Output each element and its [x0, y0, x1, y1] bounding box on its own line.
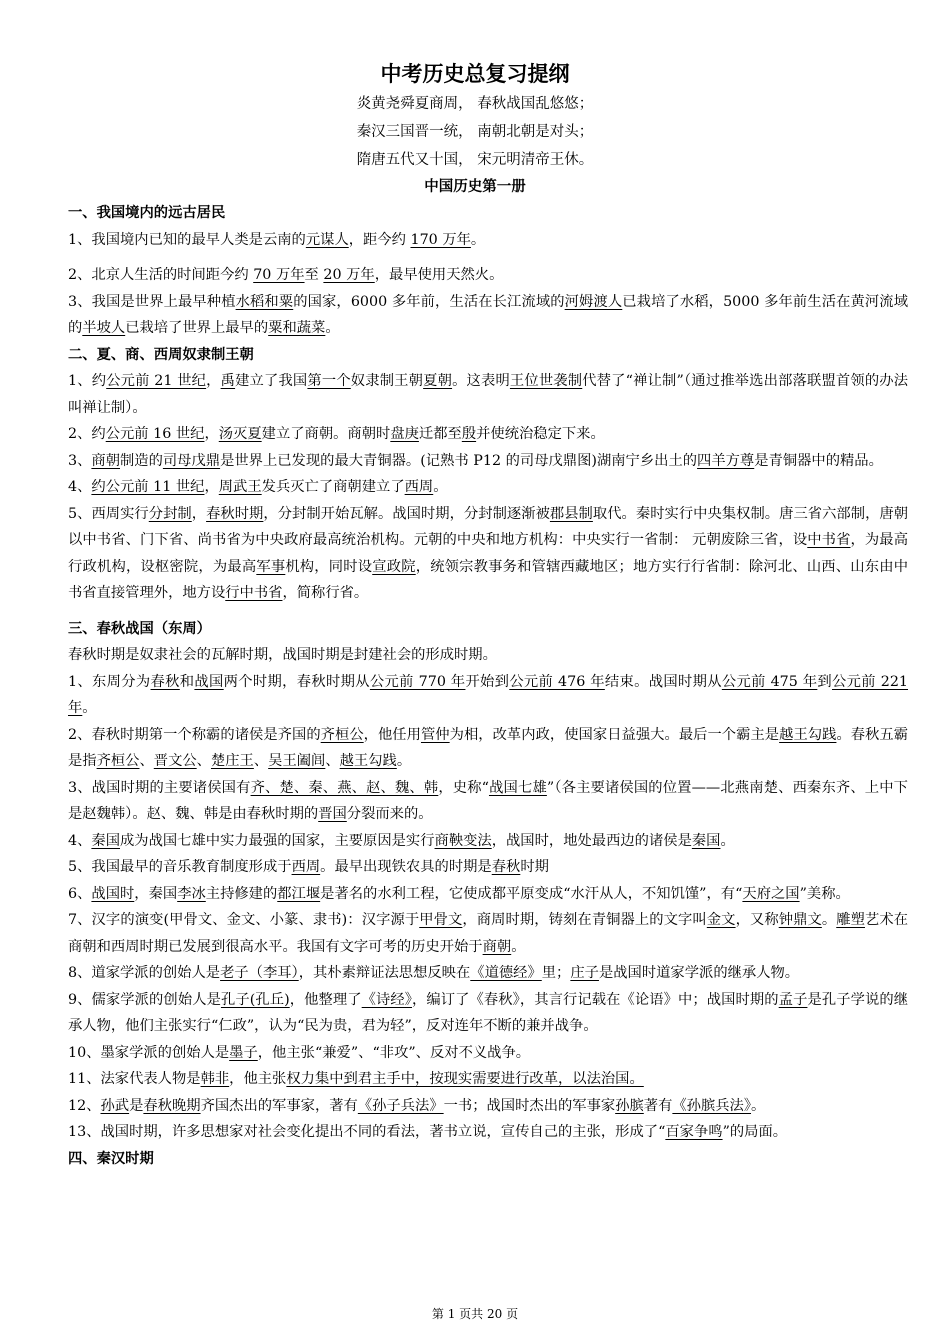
- book-subtitle: 中国历史第一册: [424, 179, 526, 195]
- text-run: ”的局面。: [722, 1124, 788, 1140]
- underlined-term: 孟子: [778, 991, 808, 1008]
- underlined-term: 孙武: [100, 1097, 130, 1114]
- underlined-term: 170 万年: [410, 231, 471, 248]
- underlined-term: 殷: [461, 426, 477, 442]
- text-run: ，编订了《春秋》，其言行记载在《论语》中；战国时期的: [412, 991, 779, 1008]
- text-run: 结束。战国时期从: [604, 673, 722, 690]
- underlined-term: 春秋时期: [206, 505, 264, 522]
- text-run: 2、约: [68, 426, 106, 442]
- poem-line: 炎黄尧舜夏商周， 春秋战国乱悠悠；: [356, 96, 594, 112]
- text-run: 。这表明: [452, 373, 510, 389]
- text-run: 四、秦汉时期: [68, 1150, 154, 1167]
- text-run: 。: [82, 700, 97, 716]
- text-run: 代替了“禅让制”（通过推举选出部落联盟首领的办法叫禅让制）。: [68, 373, 909, 416]
- paragraph: [68, 722, 908, 775]
- text-run: ，统领宗教事务和管辖西藏地区；地方实行行省制：除河北、山西、山东由中书省直接管理外，地方设: [68, 558, 909, 601]
- text-run: 。: [720, 832, 735, 849]
- paragraph: [68, 669, 908, 722]
- text-run: ，: [204, 426, 219, 442]
- text-run: 。: [433, 479, 448, 495]
- underlined-term: 金文: [706, 912, 736, 928]
- text-run: ”（各主要诸侯国的位置——北燕南楚、西秦东齐、上中下是赵魏韩）。赵、魏、韩是由春秋时期的: [68, 779, 908, 822]
- text-run: 10、墨家学派的创始人是: [68, 1044, 230, 1061]
- underlined-term: 晋国: [318, 806, 347, 822]
- text-run: 至: [304, 267, 324, 283]
- text-run: 。春秋五霸是指: [68, 726, 909, 769]
- underlined-term: 公元前 21 世纪: [106, 373, 207, 389]
- underlined-term: 公元前 221 年: [68, 673, 909, 716]
- underlined-term: 约公元前 11 世纪: [91, 479, 205, 495]
- text-run: ，史称“: [438, 779, 489, 796]
- paragraph: [68, 642, 908, 669]
- section-spacer: [68, 253, 908, 262]
- underlined-term: 《诗经》: [361, 991, 413, 1008]
- underlined-term: 王位世袭制: [509, 373, 583, 389]
- text-run: 1、东周分为: [68, 673, 151, 690]
- paragraph: [68, 421, 908, 448]
- underlined-term: 孙膑: [615, 1097, 644, 1114]
- text-run: 取代。秦时实行中央集权制。唐三省六部制，唐朝以中书省、门下省、尚书省为中央政府最高统治机构。元朝的中央和地方机构：中央实行一省制： 元朝废除三省，设: [68, 505, 909, 548]
- underlined-term: 周武王: [218, 479, 262, 495]
- underlined-term: 商朝: [482, 938, 512, 955]
- underlined-term: 分封制: [148, 505, 192, 522]
- paragraph: [68, 987, 908, 1040]
- underlined-term: 郡县制: [549, 505, 593, 522]
- underlined-term: 20 万年: [323, 267, 375, 283]
- text-run: 13、战国时期，许多思想家对社会变化提出不同的看法，著书立说，宣传自己的主张，形成了“: [68, 1124, 666, 1140]
- section-heading: [68, 342, 908, 369]
- underlined-term: 第一个: [307, 373, 351, 389]
- text-run: 已栽培了水稻，5000 多年前生活在黄河流域的: [68, 293, 908, 336]
- text-run: 发兵灭亡了商朝建立了: [261, 479, 405, 495]
- underlined-term: 四羊方尊: [697, 452, 755, 469]
- section-heading: [68, 1146, 908, 1173]
- text-run: 5、西周实行: [68, 505, 149, 522]
- paragraph: [68, 881, 908, 908]
- document-body: [68, 200, 908, 1172]
- section-heading: [68, 200, 908, 227]
- text-run: 时期: [520, 859, 549, 875]
- underlined-term: 天府之国: [742, 885, 800, 902]
- underlined-term: 中书省: [807, 532, 851, 548]
- paragraph: [68, 960, 908, 987]
- text-run: 2、北京人生活的时间距今约: [68, 267, 254, 283]
- text-run: 分裂而来的。: [346, 806, 433, 822]
- underlined-term: 战国: [194, 673, 224, 690]
- underlined-term: 管仲: [420, 726, 450, 743]
- text-run: 是著名的水利工程，它使成都平原变成“水汗从人，不知饥馑”，有“: [320, 885, 743, 902]
- text-run: ，距今约: [348, 231, 411, 248]
- underlined-term: 《道德经》: [470, 965, 542, 981]
- text-run: 。: [396, 753, 412, 769]
- underlined-term: 粟和蔬菜: [268, 320, 326, 336]
- text-run: 为相，改革内政，使国家日益强大。最后一个霸主是: [449, 726, 780, 743]
- text-run: ，战国时，地处最西边的诸侯是: [491, 832, 692, 849]
- text-run: 。: [511, 938, 526, 955]
- underlined-term: 齐桓公: [96, 753, 140, 769]
- text-run: 。: [751, 1097, 766, 1114]
- paragraph: [68, 1119, 908, 1146]
- underlined-term: 秦国: [691, 832, 721, 849]
- underlined-term: 公元前 475 年: [721, 673, 818, 690]
- underlined-term: 越王勾践: [339, 753, 397, 769]
- text-run: 迁都至: [418, 426, 462, 442]
- text-run: 齐国杰出的军事家，著有: [200, 1097, 358, 1114]
- text-run: ，商周时期，铸刻在青铜器上的文字叫: [462, 912, 707, 928]
- text-run: 一、我国境内的远古居民: [68, 205, 226, 221]
- underlined-term: 老子（李耳）: [220, 965, 299, 981]
- underlined-term: 公元前 16 世纪: [105, 426, 205, 442]
- paragraph: [68, 448, 908, 475]
- text-run: 、: [253, 753, 269, 769]
- underlined-term: 宣政院: [372, 558, 416, 575]
- poem-line: 秦汉三国晋一统， 南朝北朝是对头；: [356, 124, 594, 140]
- text-run: 机构，同时设: [285, 558, 373, 575]
- text-run: 2、春秋时期第一个称霸的诸侯是齐国的: [68, 726, 321, 743]
- underlined-term: 战国时: [91, 885, 135, 902]
- text-run: 制造的: [120, 452, 163, 469]
- underlined-term: 庄子: [570, 965, 599, 981]
- text-run: 3、我国是世界上最早种植: [68, 293, 236, 310]
- text-run: 建立了商朝。商朝时: [261, 426, 391, 442]
- underlined-term: 楚庄王: [210, 753, 254, 769]
- text-run: 。: [325, 320, 340, 336]
- text-run: 。: [821, 912, 837, 928]
- underlined-term: 西周: [291, 859, 321, 875]
- underlined-term: 孔子(孔丘): [220, 991, 290, 1008]
- underlined-term: 春秋晚期: [143, 1097, 201, 1114]
- text-run: ，他主张: [229, 1071, 287, 1087]
- underlined-term: 都江堰: [277, 885, 321, 902]
- text-run: 主持修建的: [205, 885, 278, 902]
- text-run: ，他整理了: [289, 991, 362, 1008]
- underlined-term: 盘庚: [390, 426, 419, 442]
- paragraph: [68, 501, 908, 607]
- text-run: 艺术在商朝和西周时期已发展到很高水平。我国有文字可考的历史开始于: [68, 912, 909, 955]
- text-run: 并使统治稳定下来。: [476, 426, 605, 442]
- underlined-term: 军事: [256, 558, 286, 575]
- text-run: 9、儒家学派的创始人是: [68, 991, 221, 1008]
- text-run: ，为最高行政机构，设枢密院，为最高: [68, 532, 909, 575]
- underlined-term: 吴王阖闾: [268, 753, 326, 769]
- poem-line: 隋唐五代又十国， 宋元明清帝王休。: [356, 152, 594, 168]
- underlined-term: 春秋: [491, 859, 521, 875]
- text-run: 一书；战国时杰出的军事家: [443, 1097, 616, 1114]
- underlined-term: 半坡人: [82, 320, 126, 336]
- underlined-term: 商鞅变法: [434, 832, 492, 849]
- text-run: 4、: [68, 832, 92, 849]
- section-heading: [68, 616, 908, 643]
- text-run: 、: [196, 753, 211, 769]
- text-run: 11、法家代表人物是: [68, 1071, 201, 1087]
- underlined-term: 元谋人: [305, 231, 349, 248]
- text-run: ，: [191, 505, 207, 522]
- underlined-term: 公元前 770 年: [369, 673, 466, 690]
- text-run: 6、: [68, 885, 92, 902]
- underlined-term: 战国七雄: [488, 779, 547, 796]
- paragraph: [68, 289, 908, 342]
- text-run: 3、战国时期的主要诸侯国有: [68, 779, 251, 796]
- text-run: 两个时期，春秋时期从: [223, 673, 370, 690]
- text-run: 建立了我国: [235, 373, 308, 389]
- text-run: ，秦国: [134, 885, 178, 902]
- text-run: ，又称: [735, 912, 779, 928]
- underlined-term: 水稻和粟: [235, 293, 294, 310]
- text-run: ，简称行省。: [282, 585, 369, 601]
- paragraph: [68, 775, 908, 828]
- underlined-term: 司母戊鼎: [162, 452, 221, 469]
- underlined-term: 《孙子兵法》: [357, 1097, 444, 1114]
- underlined-term: 西周: [404, 479, 434, 495]
- section-spacer: [68, 607, 908, 616]
- underlined-term: 《孙膑兵法》: [672, 1097, 752, 1114]
- text-run: 、: [325, 753, 340, 769]
- underlined-term: 河姆渡人: [564, 293, 623, 310]
- underlined-term: 雕塑: [836, 912, 865, 928]
- paragraph: [68, 828, 908, 855]
- underlined-term: 齐、楚、秦、燕、赵、魏、韩: [250, 779, 439, 796]
- text-run: 8、道家学派的创始人是: [68, 965, 221, 981]
- underlined-term: 行中书省: [225, 585, 283, 601]
- text-run: ，: [204, 479, 219, 495]
- text-run: 到: [817, 673, 832, 690]
- underlined-term: 70 万年: [253, 267, 305, 283]
- underlined-term: 李冰: [177, 885, 206, 902]
- paragraph: [68, 907, 908, 960]
- text-run: 1、约: [68, 373, 107, 389]
- document-title: 中考历史总复习提纲: [380, 62, 570, 86]
- text-run: ，他主张“兼爱”、“非攻”、反对不义战争。: [257, 1044, 531, 1061]
- text-run: 和: [179, 673, 195, 690]
- text-run: ，: [206, 373, 221, 389]
- underlined-term: 晋文公: [153, 753, 197, 769]
- text-run: 开始到: [465, 673, 510, 690]
- underlined-term: 越王勾践: [779, 726, 837, 743]
- paragraph: [68, 1093, 908, 1120]
- text-run: 3、: [68, 452, 92, 469]
- text-run: 三、春秋战国（东周）: [68, 620, 211, 637]
- paragraph: [68, 262, 908, 289]
- text-run: 5、我国最早的音乐教育制度形成于: [68, 859, 292, 875]
- text-run: 是青铜器中的精品。: [754, 452, 883, 469]
- underlined-term: 百家争鸣: [665, 1124, 723, 1140]
- text-run: 、: [139, 753, 154, 769]
- text-run: 7、汉字的演变(甲骨文、金文、小篆、隶书)：汉字源于: [68, 912, 420, 928]
- paragraph: [68, 1040, 908, 1067]
- text-run: 是世界上已发现的最大青铜器。(记熟书 P12 的司母戊鼎图)湖南宁乡出土的: [220, 452, 698, 469]
- paragraph: [68, 227, 908, 254]
- text-run: 二、夏、商、西周奴隶制王朝: [68, 346, 254, 363]
- underlined-term: 春秋: [150, 673, 180, 690]
- text-run: 1、我国境内已知的最早人类是云南的: [68, 231, 306, 248]
- text-run: ”美称。: [799, 885, 850, 902]
- underlined-term: 齐桓公: [320, 726, 364, 743]
- text-run: ，他任用: [363, 726, 421, 743]
- text-run: 是: [129, 1097, 144, 1114]
- underlined-term: 商朝: [91, 452, 120, 469]
- underlined-term: 夏朝: [423, 373, 453, 389]
- text-run: 著有: [643, 1097, 673, 1114]
- text-run: 12、: [68, 1097, 101, 1114]
- text-run: 是孔子学说的继承人物，他们主张实行“仁政”，认为“民为贵，君为轻”，反对连年不断的兼并战争。: [68, 991, 909, 1034]
- paragraph: [68, 854, 908, 881]
- text-run: 。: [470, 231, 486, 248]
- paragraph: [68, 1066, 908, 1093]
- text-run: 的国家，6000 多年前，生活在长江流域的: [293, 293, 565, 310]
- text-run: ，分封制开始瓦解。战国时期，分封制逐渐被: [263, 505, 550, 522]
- underlined-term: 钟鼎文: [778, 912, 822, 928]
- text-run: ，最早使用天然火。: [374, 267, 504, 283]
- text-run: 4、: [68, 479, 92, 495]
- underlined-term: 韩非: [200, 1071, 230, 1087]
- text-run: 已栽培了世界上最早的: [125, 320, 269, 336]
- underlined-term: 汤灭夏: [218, 426, 262, 442]
- underlined-term: 墨子: [229, 1044, 258, 1061]
- text-run: 。最早出现铁农具的时期是: [320, 859, 492, 875]
- page-footer: 第 1 页共 20 页: [431, 1307, 519, 1321]
- paragraph: [68, 474, 908, 501]
- paragraph: [68, 368, 908, 421]
- text-run: 是战国时道家学派的继承人物。: [598, 965, 800, 981]
- text-run: 里；: [541, 965, 571, 981]
- underlined-term: 禹: [220, 373, 236, 389]
- underlined-term: 秦国: [91, 832, 120, 849]
- underlined-term: 权力集中到君主手中，按现实需要进行改革，以法治国。: [286, 1071, 644, 1087]
- text-run: 奴隶制王朝: [350, 373, 424, 389]
- text-run: 春秋时期是奴隶社会的瓦解时期，战国时期是封建社会的形成时期。: [68, 647, 497, 663]
- text-run: 成为战国七雄中实力最强的国家，主要原因是实行: [120, 832, 435, 849]
- text-run: ，其朴素辩证法思想反映在: [298, 965, 471, 981]
- underlined-term: 甲骨文: [419, 912, 463, 928]
- underlined-term: 公元前 476 年: [509, 673, 605, 690]
